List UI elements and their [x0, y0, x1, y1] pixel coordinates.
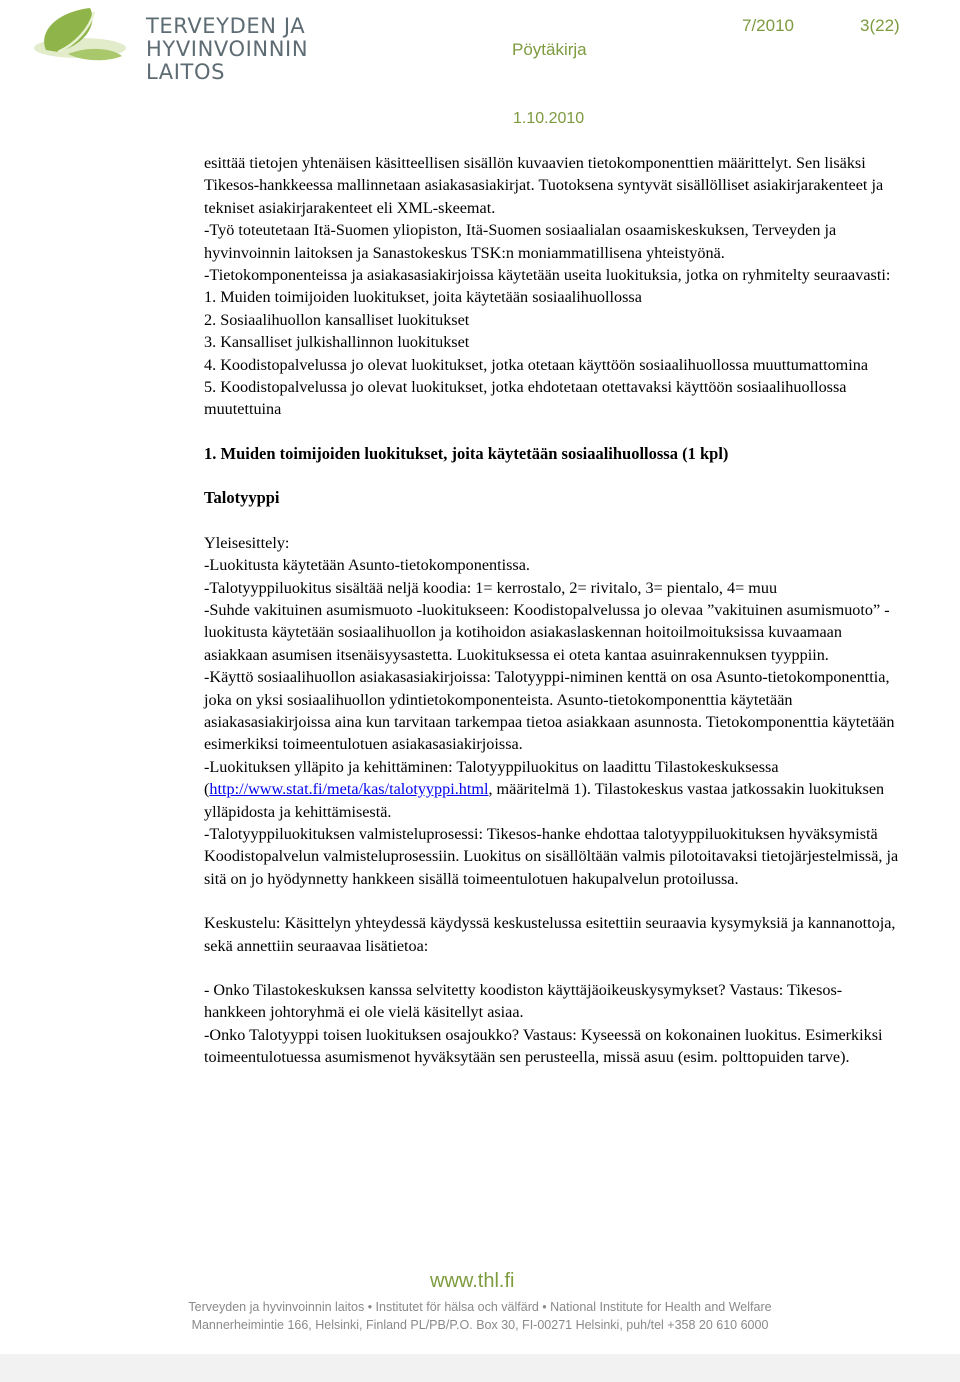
- paragraph: -Talotyyppiluokitus sisältää neljä koodia: 1= kerrostalo, 2= rivitalo, 3= pientalo, 4= muu: [204, 578, 778, 597]
- list-item: 2. Sosiaalihuollon kansalliset luokitukset: [204, 310, 470, 329]
- footer-org-line: Terveyden ja hyvinvoinnin laitos • Institutet för hälsa och välfärd • National Institute for Health and Welfare: [188, 1300, 772, 1314]
- document-date: 1.10.2010: [513, 110, 585, 127]
- paragraph-maintenance: [204, 756, 904, 823]
- list-item: 5. Koodistopalvelussa jo olevat luokitukset, jotka ehdotetaan otettavaksi käyttöön sosiaalihuollossa muutettuina: [204, 378, 847, 419]
- org-name: [146, 15, 388, 84]
- maintenance-text-end: , määritelmä 1). Tilastokeskus vastaa jatkossakin luokituksen ylläpidosta ja kehittämisestä.: [204, 780, 885, 821]
- org-name-line1: TERVEYDEN JA: [146, 14, 306, 38]
- discussion-paragraph: Keskustelu: Käsittelyn yhteydessä käydyssä keskustelussa esitettiin seuraavia kysymyksiä ja kannanottoja, sekä annettiin seuraavaa lisätietoa:: [204, 914, 896, 955]
- qa-item: - Onko Tilastokeskuksen kanssa selvitetty koodiston käyttäjäoikeuskysymykset? Vastaus: Tikesos-hankkeen johtoryhmä ei ole vielä käsitellyt asiaa.: [204, 981, 843, 1022]
- document-body: [204, 152, 904, 1069]
- paragraph: -Luokitusta käytetään Asunto-tietokomponentissa.: [204, 556, 530, 575]
- thl-logo: [28, 4, 388, 84]
- paragraph: -Tietokomponenteissa ja asiakasasiakirjoissa käytetään useita luokituksia, jotka on ryhmitelty seuraavasti:: [204, 266, 891, 285]
- list-item: 4. Koodistopalvelussa jo olevat luokitukset, jotka otetaan käyttöön sosiaalihuollossa muuttumattomina: [204, 355, 869, 374]
- subheading: Talotyyppi: [204, 488, 280, 508]
- paragraph: -Työ toteutetaan Itä-Suomen yliopiston, Itä-Suomen sosiaalialan osaamiskeskuksen, Terveyden ja hyvinvoinnin laitoksen ja Sanastokeskus TSK:n moniammatillisena yhteistyönä.: [204, 221, 837, 262]
- maintenance-text: -Luokituksen ylläpito ja kehittäminen: Talotyyppiluokitus on laadittu Tilastokeskuksessa (: [204, 757, 779, 799]
- section-heading: 1. Muiden toimijoiden luokitukset, joita käytetään sosiaalihuollossa (1 kpl): [204, 443, 729, 463]
- paragraph: -Käyttö sosiaalihuollon asiakasasiakirjoissa: Talotyyppi-niminen kenttä on osa Asunto-tietokomponenttia, joka on yksi sosiaalihuollon ydintietokomponenteista. Asunto-tietokomponenttia käytetään asiakasasiakirjoissa aina kun tarvitaan tarkempaa tietoa asiakkaan asunnosta. Tietokomponenttia käytetään esimerkiksi toimeentulotuen asiakasasiakirjoissa.: [204, 668, 895, 754]
- list-item: 3. Kansalliset julkishallinnon luokitukset: [204, 333, 470, 352]
- org-name-line2: HYVINVOINNIN LAITOS: [146, 37, 309, 84]
- page-number: 3(22): [860, 16, 900, 35]
- paragraph: -Talotyyppiluokituksen valmisteluprosessi: Tikesos-hanke ehdottaa talotyyppiluokituksen hyväksymistä Koodistopalvelun valmisteluprosessiin. Luokitus on sisällöltään valmis pilotoitavaksi tietojärjestelmissä, ja sitä on jo hyödynnetty hankkeen sisällä toimeentulotuen hakupalvelun protoilussa.: [204, 824, 899, 888]
- stat-fi-link[interactable]: http://www.stat.fi/meta/kas/talotyyppi.html: [209, 780, 489, 799]
- qa-item: -Onko Talotyyppi toisen luokituksen osajoukko? Vastaus: Kyseessä on kokonainen luokitus. Esimerkiksi toimeentulotuessa asumismenot hyväksytään sen perusteella, missä asuu (esim. polttopuiden tarve).: [204, 1025, 883, 1067]
- page-header: [0, 0, 960, 140]
- document-number: 7/2010: [742, 16, 794, 35]
- page-bottom-band: [0, 1354, 960, 1382]
- list-item: 1. Muiden toimijoiden luokitukset, joita käytetään sosiaalihuollossa: [204, 288, 642, 307]
- document-type: Pöytäkirja: [512, 40, 587, 59]
- paragraph: -Suhde vakituinen asumismuoto -luokitukseen: Koodistopalvelussa jo olevaa ”vakituinen asumismuoto” -luokitusta käytetään sosiaalihuollon ja kotihoidon asiakaslaskennan hoitoilmoituksissa kuvaamaan asiakkaan asumisen itsenäisyysastetta. Luokituksessa ei oteta kantaa asuinrakennuksen tyyppiin.: [204, 600, 890, 664]
- thl-leaf-icon: [28, 4, 128, 68]
- overview-label: Yleisesittely:: [204, 533, 290, 552]
- paragraph: esittää tietojen yhtenäisen käsitteellisen sisällön kuvaavien tietokomponenttien määrittelyt. Sen lisäksi Tikesos-hankkeessa mallinnetaan asiakasasiakirjat. Tuotoksena syntyvät sisällölliset asiakirjarakenteet ja tekniset asiakirjarakenteet eli XML-skeemat.: [204, 154, 884, 217]
- footer-website[interactable]: www.thl.fi: [430, 1270, 515, 1292]
- footer-address-line: Mannerheimintie 166, Helsinki, Finland PL/PB/P.O. Box 30, FI-00271 Helsinki, puh/tel +358 20 610 6000: [191, 1318, 769, 1332]
